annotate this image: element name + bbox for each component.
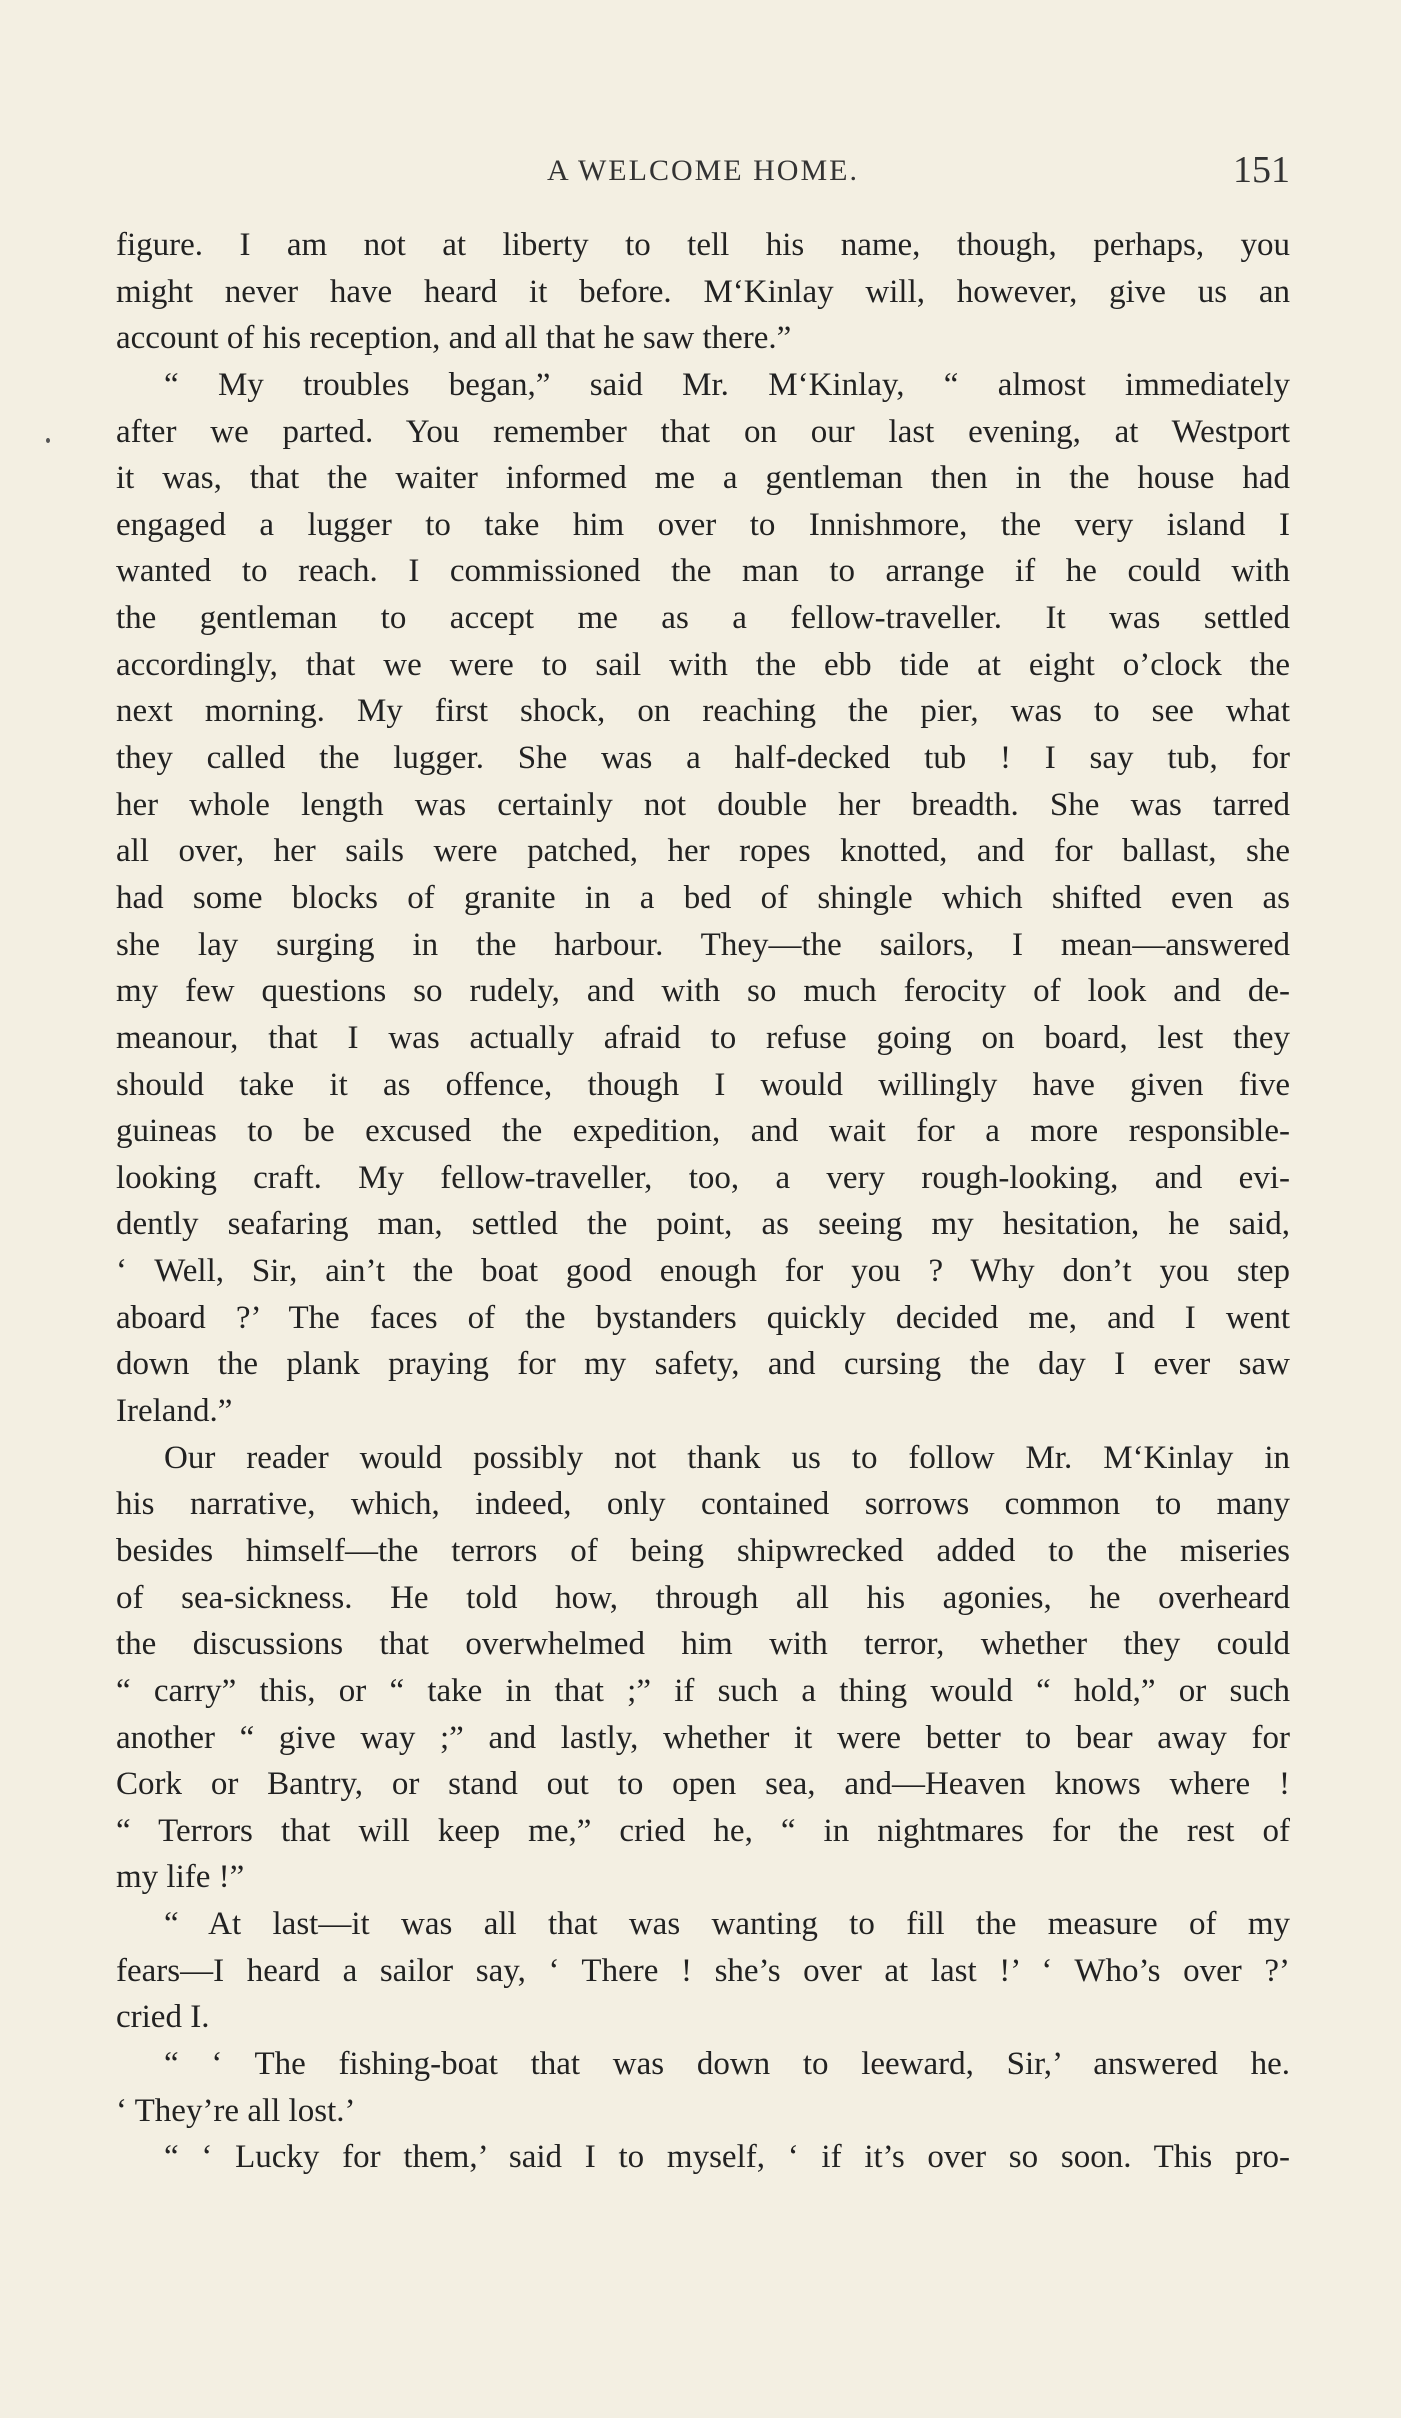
text-line: her whole length was certainly not double her breadth. She was tarred <box>116 786 1290 823</box>
text-line: cried I. <box>116 1999 210 2036</box>
text-line: the discussions that overwhelmed him with terror, whether they could <box>116 1626 1290 1663</box>
page-header <box>116 148 1290 198</box>
text-line: “ At last—it was all that was wanting to fill the measure of my <box>164 1906 1290 1943</box>
text-line: “ Terrors that will keep me,” cried he, “ in nightmares for the rest of <box>116 1812 1290 1849</box>
text-line: Cork or Bantry, or stand out to open sea, and—Heaven knows where ! <box>116 1766 1290 1803</box>
running-head: A WELCOME HOME. <box>547 154 859 187</box>
text-line: my few questions so rudely, and with so much ferocity of look and de- <box>116 973 1290 1010</box>
text-line: she lay surging in the harbour. They—the sailors, I mean—answered <box>116 926 1290 963</box>
text-line: guineas to be excused the expedition, and wait for a more responsible- <box>116 1113 1290 1150</box>
text-line: ‘ They’re all lost.’ <box>116 2092 356 2129</box>
text-line: all over, her sails were patched, her ropes knotted, and for ballast, she <box>116 833 1290 870</box>
text-line: fears—I heard a sailor say, ‘ There ! she’s over at last !’ ‘ Who’s over ?’ <box>116 1952 1290 1989</box>
text-line: after we parted. You remember that on our last evening, at Westport <box>116 413 1290 450</box>
text-line: “ My troubles began,” said Mr. M‘Kinlay, “ almost immediately <box>164 366 1290 403</box>
text-line: had some blocks of granite in a bed of shingle which shifted even as <box>116 879 1290 916</box>
text-line: dently seafaring man, settled the point, as seeing my hesitation, he said, <box>116 1206 1290 1243</box>
text-line: “ ‘ Lucky for them,’ said I to myself, ‘ if it’s over so soon. This pro- <box>164 2139 1290 2176</box>
text-line: besides himself—the terrors of being shipwrecked added to the miseries <box>116 1532 1290 1569</box>
text-line: down the plank praying for my safety, and cursing the day I ever saw <box>116 1346 1290 1383</box>
text-line: of sea-sickness. He told how, through all his agonies, he overheard <box>116 1579 1290 1616</box>
text-line: another “ give way ;” and lastly, whether it were better to bear away for <box>116 1719 1290 1756</box>
text-line: “ ‘ The fishing-boat that was down to leeward, Sir,’ answered he. <box>164 2045 1290 2082</box>
text-line: accordingly, that we were to sail with the ebb tide at eight o’clock the <box>116 646 1290 683</box>
page-number: 151 <box>1233 149 1290 191</box>
body-text <box>116 222 1290 2181</box>
text-line: might never have heard it before. M‘Kinlay will, however, give us an <box>116 273 1290 310</box>
text-line: ‘ Well, Sir, ain’t the boat good enough for you ? Why don’t you step <box>116 1253 1290 1290</box>
text-line: aboard ?’ The faces of the bystanders quickly decided me, and I went <box>116 1299 1290 1336</box>
ink-speck <box>46 438 50 443</box>
text-line: wanted to reach. I commissioned the man to arrange if he could with <box>116 553 1290 590</box>
text-line: meanour, that I was actually afraid to refuse going on board, lest they <box>116 1019 1290 1056</box>
text-line: should take it as offence, though I would willingly have given five <box>116 1066 1290 1103</box>
text-line: figure. I am not at liberty to tell his name, though, perhaps, you <box>116 227 1290 263</box>
text-line: they called the lugger. She was a half-decked tub ! I say tub, for <box>116 740 1290 777</box>
text-line: Our reader would possibly not thank us to follow Mr. M‘Kinlay in <box>164 1439 1290 1476</box>
text-line: his narrative, which, indeed, only contained sorrows common to many <box>116 1486 1290 1523</box>
text-line: “ carry” this, or “ take in that ;” if such a thing would “ hold,” or such <box>116 1672 1290 1709</box>
text-line: engaged a lugger to take him over to Innishmore, the very island I <box>116 506 1290 543</box>
text-line: the gentleman to accept me as a fellow-traveller. It was settled <box>116 600 1290 637</box>
text-line: it was, that the waiter informed me a gentleman then in the house had <box>116 460 1290 497</box>
text-line: account of his reception, and all that he saw there.” <box>116 320 792 357</box>
text-line: Ireland.” <box>116 1393 233 1430</box>
text-line: next morning. My first shock, on reaching the pier, was to see what <box>116 693 1290 730</box>
text-line: my life !” <box>116 1859 245 1896</box>
text-line: looking craft. My fellow-traveller, too, a very rough-looking, and evi- <box>116 1159 1290 1196</box>
